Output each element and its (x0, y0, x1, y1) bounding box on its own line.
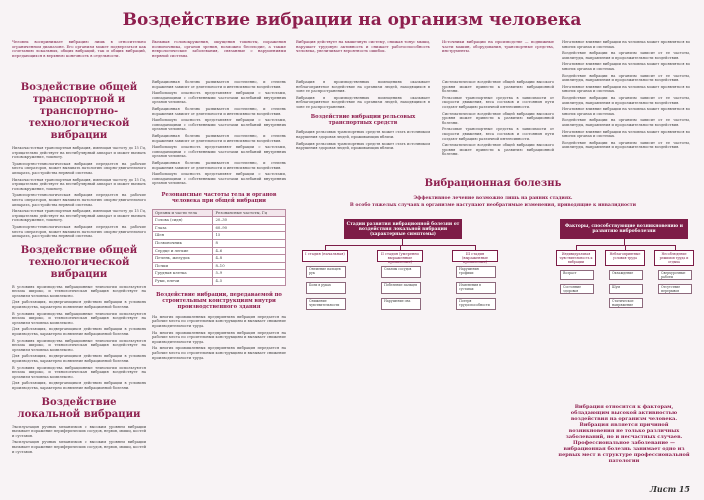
resonance-table (152, 209, 286, 286)
section-heading-technological: Воздействие общей технологической вибрации (20, 244, 138, 280)
factor-item: Возраст (560, 270, 594, 280)
paragraph: Вибрационная болезнь развивается постепенно, и степень поражения зависит от длительности и интенсивности воздействия. (152, 80, 286, 89)
page-number: Лист 15 (649, 484, 690, 494)
table-cell: Голова (сидя) (153, 217, 213, 225)
paragraph: Воздействие вибрации на организм зависит от ее частоты, амплитуды, направления и продолжительности воздействия. (562, 73, 690, 83)
paragraph: Систематическое воздействие общей вибрации высокого уровня может привести к развитию вибрационной болезни. (442, 80, 554, 94)
table-cell: 4–5 (213, 278, 286, 286)
paragraph: Эксплуатация ручных механизмов с высоким уровнем вибрации вызывает поражение периферических сосудов, нервов, мышц, костей и суставов. (12, 440, 146, 454)
factor-item: Шум (609, 284, 643, 294)
table-row (153, 224, 286, 232)
stage-symptom: Изменения в суставах (456, 282, 496, 294)
table-header: Резонансные частоты, Гц (213, 209, 286, 217)
paragraph: На многих промышленных предприятиях вибрация передается на рабочие места по строительным конструкциям и вызывает снижение производительности труда. (152, 346, 286, 360)
table-cell: Шея (153, 232, 213, 240)
paragraph: Низкочастотная транспортная вибрация, имеющая частоту до 15 Гц, отрицательно действует на вестибулярный аппарат и может вызвать головокружение, тошноту. (12, 146, 146, 160)
paragraph: Наибольшую опасность представляют вибрации с частотами, совпадающими с собственными частотами колебаний внутренних органов человека. (152, 172, 286, 186)
table-cell: 20–30 (213, 217, 286, 225)
stage-symptom: Онемение пальцев рук (306, 266, 346, 278)
table-row (153, 240, 286, 248)
paragraph: Негативное влияние вибрации на человека может проявляться во многих органах и системах. (562, 107, 690, 116)
factor-item: Охлаждение (609, 270, 643, 280)
factor-box: Индивидуальная чувствительность к вибрации (556, 250, 596, 266)
stage-symptom: Снижение чувствительности (306, 298, 346, 310)
paragraph: Негативное влияние вибрации на человека может проявляться во многих органах и системах. (562, 129, 690, 139)
table-cell: 4–8 (213, 255, 286, 263)
paragraph: Вибрация рельсовых транспортных средств может стать источником нарушения здоровья людей, проживающих вблизи. (296, 141, 430, 151)
paragraph: В условиях производства вибрационные технологии используются весьма широко, и технологическая вибрация воздействует на организм человека комплексно. (12, 311, 146, 325)
table-cell: 8–10 (213, 262, 286, 270)
table-cell: 5–9 (213, 270, 286, 278)
intro-text-1: Человек воспринимает вибрацию лишь в относительно ограниченном диапазоне. Его организм может подвергаться как сочетанию локальных, общих вибраций, так и общих вибраций, передающихся в верхнюю конечность в отдельности. (12, 39, 146, 58)
paragraph: Для работающих, подвергающихся действию вибрации в условиях производства, характерно появление вибрационной болезни. (12, 381, 146, 390)
paragraph: В условиях производства вибрационные технологии используются весьма широко, и технологическая вибрация воздействует на организм человека комплексно. (12, 365, 146, 379)
paragraph: Транспортно-технологическая вибрация передается на рабочие места операторов, может вызывать патологию опорно-двигательного аппарата, расстройства нервной системы. (12, 161, 146, 175)
stage-symptom: Спазмы сосудов (381, 266, 421, 278)
table-cell: Почки (153, 262, 213, 270)
paragraph: Воздействие вибрации на организм зависит от ее частоты, амплитуды, направления и продолжительности воздействия. (562, 95, 690, 105)
paragraph: В условиях производства вибрационные технологии используются весьма широко, и технологическая вибрация воздействует на организм человека комплексно. (12, 338, 146, 352)
table-cell: Печень, желудок (153, 255, 213, 263)
section-heading-rail: Воздействие вибрации рельсовых транспортных средств (310, 113, 416, 126)
conclusion-text: Вибрация относится к факторам, обладающим высокой активностью воздействия на организм человека. Вибрация является причиной возникновения не только различных заболеваний, но и несчастных случаев. Профессиональное заболевание — вибрационная болезнь занимает одно из первых мест в структуре профессиональной патологии (558, 404, 690, 464)
intro-text-2: Вызывая головокружения, ощущения тошноты, поражения позвоночника, органов зрения, возможно бесплодие, а также неврологические заболевания, связанные с нарушениями нервной системы. (152, 39, 286, 58)
stage-2-box: II стадия (умеренно выраженные проявления) (377, 250, 423, 262)
column-5 (562, 40, 690, 152)
paragraph: Для работающих, подвергающихся действию вибрации в условиях производства, характерно появление вибрационной болезни. (12, 327, 146, 337)
table-header: Органы и части тела (153, 209, 213, 217)
disease-subtitle-2: В особо тяжелых случаях в организме наступают необратимые изменения, приводящие к инвалидности (349, 203, 637, 208)
table-cell: Грудная клетка (153, 270, 213, 278)
stage-1-box: I стадия (начальная) (302, 250, 348, 262)
stages-title: Стадии развития вибрационной болезни от воздействия локальной вибрации (характерные симптомы) (344, 219, 462, 239)
paragraph: Негативное влияние вибрации на человека может проявляться во многих органах и системах. (562, 62, 690, 71)
paragraph: Вибрация в производственных помещениях оказывает неблагоприятное воздействие на организм людей, находящихся в зоне ее распространения. (296, 95, 430, 109)
paragraph: Низкочастотная транспортная вибрация, имеющая частоту до 15 Гц, отрицательно действует на вестибулярный аппарат и может вызвать головокружение, тошноту. (12, 209, 146, 223)
stage-symptom: Потеря трудоспособности (456, 298, 496, 310)
paragraph: Систематическое воздействие общей вибрации высокого уровня может привести к развитию вибрационной болезни. (442, 111, 554, 125)
page-title: Воздействие вибрации на организм человека (122, 10, 582, 30)
paragraph: Наибольшую опасность представляют вибрации с частотами, совпадающими с собственными частотами колебаний внутренних органов человека. (152, 91, 286, 105)
paragraph: Эксплуатация ручных механизмов с высоким уровнем вибрации вызывает поражение периферических сосудов, нервов, мышц, костей и суставов. (12, 424, 146, 438)
paragraph: Для работающих, подвергающихся действию вибрации в условиях производства, характерно появление вибрационной болезни. (12, 354, 146, 363)
stage-symptom: Нарушения трофики (456, 266, 496, 278)
table-cell: 4–6 (213, 247, 286, 255)
paragraph: Наибольшую опасность представляют вибрации с частотами, совпадающими с собственными частотами колебаний внутренних органов человека. (152, 118, 286, 132)
column-4 (442, 80, 554, 159)
table-row (153, 247, 286, 255)
paragraph: Воздействие вибрации на организм зависит от ее частоты, амплитуды, направления и продолжительности воздействия. (562, 51, 690, 60)
paragraph: Вибрация в производственных помещениях оказывает неблагоприятное воздействие на организм людей, находящихся в зоне ее распространения. (296, 80, 430, 94)
section-heading-transport: Воздействие общей транспортной и транспортно-технологической вибрации (20, 82, 138, 141)
paragraph: Вибрационная болезнь развивается постепенно, и степень поражения зависит от длительности и интенсивности воздействия. (152, 133, 286, 143)
paragraph: В условиях производства вибрационные технологии используются весьма широко, и технологическая вибрация воздействует на организм человека комплексно. (12, 284, 146, 298)
factor-box: Несоблюдение режимов труда и отдыха (654, 250, 694, 266)
paragraph: Для работающих, подвергающихся действию вибрации в условиях производства, характерно появление вибрационной болезни. (12, 300, 146, 310)
stage-symptom: Нарушение сна (381, 298, 421, 310)
paragraph: Вибрационная болезнь развивается постепенно, и степень поражения зависит от длительности и интенсивности воздействия. (152, 160, 286, 170)
paragraph: Транспортно-технологическая вибрация передается на рабочие места операторов, может вызывать патологию опорно-двигательного аппарата, расстройства нервной системы. (12, 224, 146, 239)
table-cell: Сердце и легкие (153, 247, 213, 255)
table-row (153, 262, 286, 270)
table-cell: 60–90 (213, 224, 286, 232)
paragraph: Низкочастотная транспортная вибрация, имеющая частоту до 15 Гц, отрицательно действует на вестибулярный аппарат и может вызвать головокружение, тошноту. (12, 177, 146, 191)
table-row (153, 255, 286, 263)
factor-item: Сверхурочные работы (658, 270, 692, 280)
paragraph: Воздействие вибрации на организм зависит от ее частоты, амплитуды, направления и продолжительности воздействия. (562, 118, 690, 127)
stage-symptom: Побеление пальцев (381, 282, 421, 294)
table-heading: Резонансные частоты тела и органов человека при общей вибрации (161, 191, 277, 205)
paragraph: Вибрация рельсовых транспортных средств может стать источником нарушения здоровья людей, проживающих вблизи. (296, 130, 430, 139)
intro-text-3: Вибрация действует на мышечную систему, снижая тонус мышц, нарушает трудовую активность и снижает работоспособность человека, увеличивает вероятность ошибок. (296, 39, 430, 54)
paragraph: Негативное влияние вибрации на человека может проявляться во многих органах и системах. (562, 40, 690, 49)
table-row (153, 270, 286, 278)
factor-item: Отсутствие перерывов (658, 284, 692, 294)
column-3 (296, 80, 430, 153)
table-cell: 15 (213, 232, 286, 240)
table-row (153, 278, 286, 286)
factor-box: Неблагоприятные условия труда (605, 250, 645, 266)
paragraph: Рельсовые транспортные средства в зависимости от скорости движения, веса составов и состояния пути создают вибрацию различной интенсивности. (442, 127, 554, 141)
connector (576, 245, 676, 246)
paragraph: На многих промышленных предприятиях вибрация передается на рабочие места по строительным конструкциям и вызывает снижение производительности труда. (152, 314, 286, 329)
table-cell: Позвоночник (153, 240, 213, 248)
section-heading-local: Воздействие локальной вибрации (17, 396, 141, 420)
stage-symptom: Боли в руках (306, 282, 346, 294)
factor-item: Состояние здоровья (560, 284, 594, 294)
factor-item: Статическое напряжение (609, 298, 643, 308)
factors-title: Факторы, способствующие возникновению и развитию виброболезни (560, 219, 688, 239)
column-1 (12, 80, 146, 456)
disease-heading: Вибрационная болезнь (424, 178, 562, 189)
paragraph: Транспортно-технологическая вибрация передается на рабочие места операторов, может вызывать патологию опорно-двигательного аппарата, расстройства нервной системы. (12, 193, 146, 207)
disease-subtitle-1: Эффективное лечение возможно лишь на ранних стадиях. (413, 196, 573, 201)
paragraph: Рельсовые транспортные средства в зависимости от скорости движения, веса составов и состояния пути создают вибрацию различной интенсивности. (442, 95, 554, 109)
paragraph: На многих промышленных предприятиях вибрация передается на рабочие места по строительным конструкциям и вызывает снижение производительности труда. (152, 330, 286, 344)
paragraph: Воздействие вибрации на организм зависит от ее частоты, амплитуды, направления и продолжительности воздействия. (562, 140, 690, 150)
table-cell: 8 (213, 240, 286, 248)
table-cell: Глаза (153, 224, 213, 232)
paragraph: Наибольшую опасность представляют вибрации с частотами, совпадающими с собственными частотами колебаний внутренних органов человека. (152, 145, 286, 159)
section-heading-building: Воздействие вибрации, передаваемой по строительным конструкциям внутри производственного здания (156, 291, 282, 311)
table-row (153, 217, 286, 225)
column-2 (152, 80, 286, 362)
stage-3-box: III стадия (выраженные проявления) (452, 250, 498, 262)
table-row (153, 232, 286, 240)
intro-text-4: Источники вибрации на производстве — подвижные части машин, оборудования, транспортные средства, инструменты. (442, 39, 554, 54)
paragraph: Вибрационная болезнь развивается постепенно, и степень поражения зависит от длительности и интенсивности воздействия. (152, 106, 286, 116)
table-cell: Руки, плечи (153, 278, 213, 286)
paragraph: Систематическое воздействие общей вибрации высокого уровня может привести к развитию вибрационной болезни. (442, 143, 554, 157)
paragraph: Негативное влияние вибрации на человека может проявляться во многих органах и системах. (562, 84, 690, 94)
